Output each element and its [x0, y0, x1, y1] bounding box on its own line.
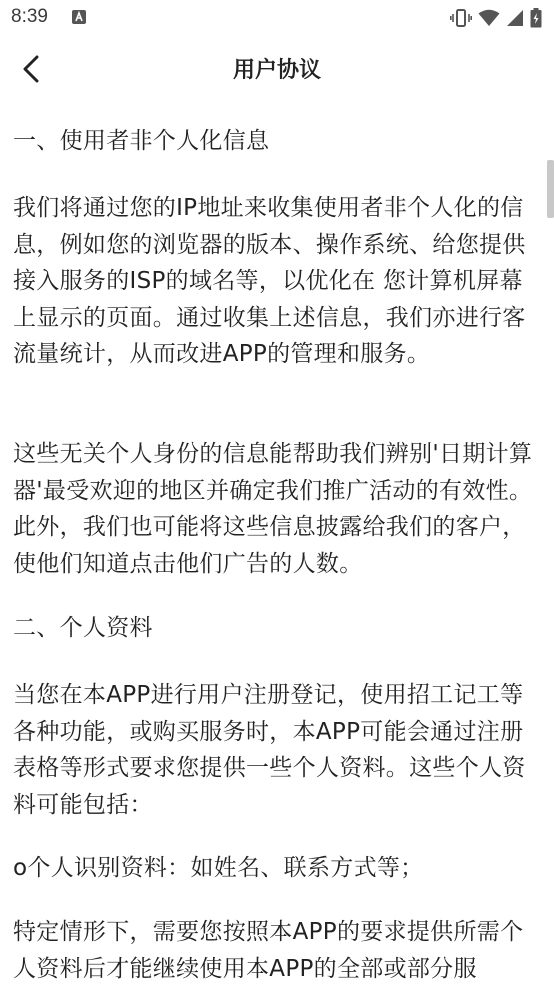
section-heading: 一、使用者非个人化信息 — [13, 128, 270, 154]
signal-icon — [506, 9, 524, 27]
wifi-icon — [478, 9, 500, 27]
scrollbar[interactable] — [547, 160, 554, 218]
notification-icon — [72, 10, 86, 24]
paragraph: 这些无关个人身份的信息能帮助我们辨别'日期计算器'最受欢迎的地区并确定我们推广活动的有效性。此外，我们也可能将这些信息披露给我们的客户，使他们知道点击他们广告的人数。 — [13, 441, 533, 577]
paragraph: o个人识别资料：如姓名、联系方式等； — [13, 855, 424, 881]
battery-icon — [530, 8, 542, 28]
paragraph: 当您在本APP进行用户注册登记，使用招工记工等各种功能，或购买服务时，本APP可能会通过注册表格等形式要求您提供一些个人资料。这些个人资料可能包括： — [13, 682, 526, 818]
section-heading: 二、个人资料 — [13, 615, 153, 641]
agreement-content[interactable] — [13, 100, 533, 984]
page-title: 用户协议 — [232, 58, 321, 83]
vibrate-icon — [450, 8, 472, 28]
paragraph: 我们将通过您的IP地址来收集使用者非个人化的信息，例如您的浏览器的版本、操作系统、给您提供接入服务的ISP的域名等，以优化在 您计算机屏幕上显示的页面。通过收集上述信息，我们亦进行客流量统计，从而改进APP的管理和服务。 — [13, 195, 526, 367]
status-bar — [0, 0, 554, 38]
status-time: 8:39 — [11, 6, 48, 27]
status-icons — [450, 8, 542, 28]
header-bar — [0, 38, 554, 100]
paragraph: 特定情形下，需要您按照本APP的要求提供所需个人资料后才能继续使用本APP的全部或部分服 — [13, 919, 524, 982]
